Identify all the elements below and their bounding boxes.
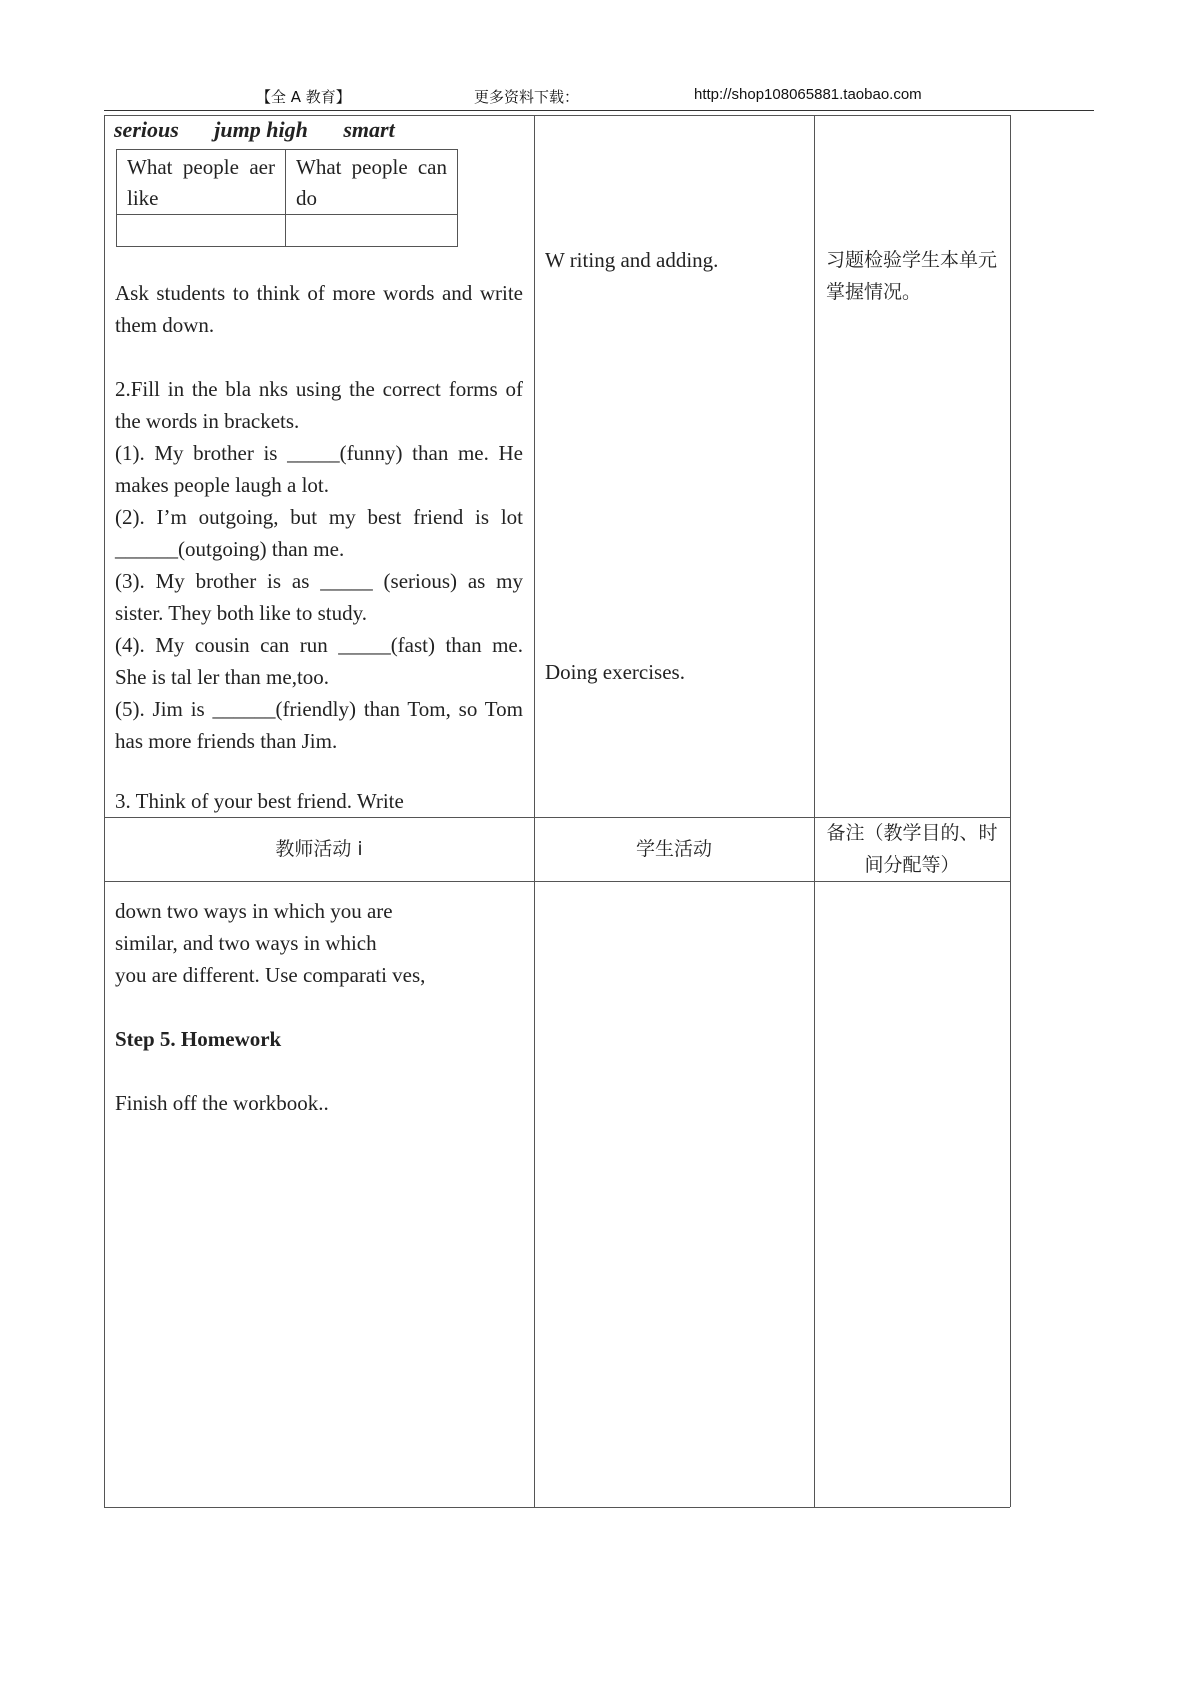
header-more-downloads: 更多资料下载：: [474, 88, 580, 106]
header-student-activity: 学生活动: [635, 838, 712, 860]
header-url-link[interactable]: http://shop108065881.taobao.com: [694, 86, 922, 103]
continue-line: down two ways in which you are: [115, 899, 393, 923]
header-row-bottom: [104, 881, 1010, 882]
think-best-friend-text: 3. Think of your best friend. Write: [115, 789, 404, 813]
continue-writing-block: [115, 895, 523, 991]
words-sort-table: [116, 149, 458, 247]
word-tag: smart: [343, 117, 395, 142]
col-what-people-are-like: What people aer like: [127, 155, 275, 210]
step-5-title: Step 5. Homework: [115, 1027, 282, 1051]
inner-table-row-line: [117, 214, 457, 215]
note-text: 习题检验学生本单元掌握情况。: [826, 249, 998, 303]
continue-line: you are different. Use comparati ves,: [115, 963, 426, 987]
header-rule: [104, 110, 1094, 111]
inner-table-divider: [285, 150, 286, 246]
word-tags: [114, 117, 425, 143]
fill-blanks-instructions: 2.Fill in the bla nks using the correct forms of the words in brackets.: [115, 377, 523, 433]
exercise-block: [115, 373, 523, 757]
table-border-bottom: [104, 1507, 1010, 1508]
homework-text: Finish off the workbook..: [115, 1091, 329, 1115]
header-brand: 【全 A 教育】: [256, 88, 351, 106]
sentence-item: (4). My cousin can run _____(fast) than me. She is tal ler than me,too.: [115, 633, 523, 689]
header-teacher-activity: 教师活动 i: [275, 838, 363, 860]
table-border-top: [104, 115, 1010, 116]
word-tag: jump high: [214, 117, 308, 142]
table-border-right: [1010, 115, 1011, 1507]
student-doing-exercises: Doing exercises.: [545, 660, 685, 684]
sentence-item: (2). I’m outgoing, but my best friend is lot ______(outgoing) than me.: [115, 505, 523, 561]
header-notes: 备注（教学目的、时间分配等）: [826, 822, 998, 876]
ask-students-text: Ask students to think of more words and write them down.: [115, 281, 523, 337]
sentence-item: (3). My brother is as _____ (serious) as my sister. They both like to study.: [115, 569, 523, 625]
col-what-people-can-do: What people can do: [296, 155, 447, 210]
table-divider-2: [814, 115, 815, 1507]
sentence-item: (1). My brother is _____(funny) than me. He makes people laugh a lot.: [115, 441, 523, 497]
sentence-item: (5). Jim is ______(friendly) than Tom, so Tom has more friends than Jim.: [115, 697, 523, 753]
table-border-left: [104, 115, 105, 1507]
continue-line: similar, and two ways in which: [115, 931, 377, 955]
table-divider-1: [534, 115, 535, 1507]
student-writing-adding: W riting and adding.: [545, 248, 719, 272]
word-tag: serious: [114, 117, 179, 142]
